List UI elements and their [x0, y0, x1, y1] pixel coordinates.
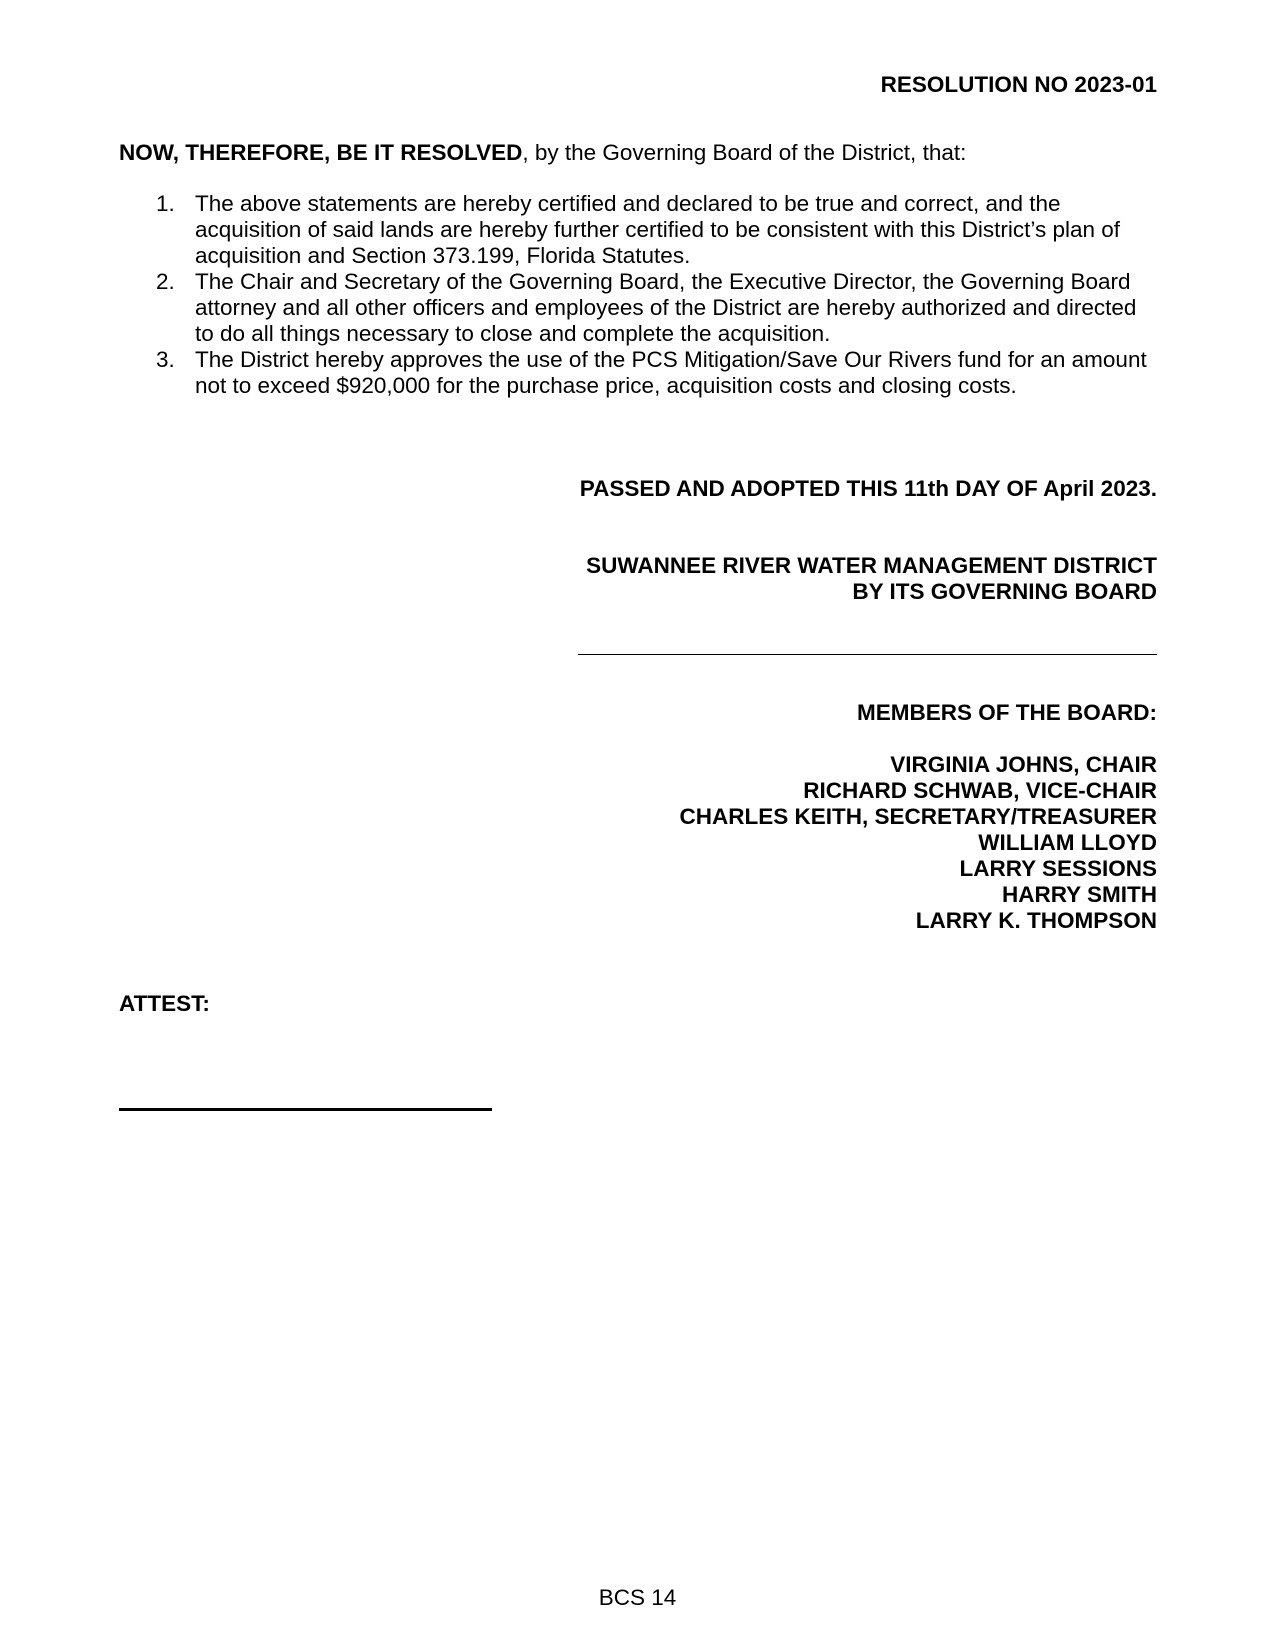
list-item-text: The Chair and Secretary of the Governing Board, the Executive Director, the Governing Board attorney and all other officers and employees of the District are hereby authorized and directed to do all things necessary to close and complete the acquisition. — [195, 269, 1137, 346]
members-heading: MEMBERS OF THE BOARD: — [857, 700, 1157, 725]
chair-signature-line — [578, 654, 1157, 655]
resolved-item-1 — [150, 191, 1160, 269]
page-footer: BCS 14 — [598, 1585, 677, 1610]
district-name-block — [586, 553, 1157, 605]
list-item-text: The above statements are hereby certified and declared to be true and correct, and the acquisition of said lands are hereby further certified to be consistent with this District’s plan of acquisition and Section 373.199, Florida Statutes. — [195, 191, 1121, 268]
board-member: VIRGINIA JOHNS, CHAIR — [890, 752, 1157, 777]
board-member: CHARLES KEITH, SECRETARY/TREASURER — [679, 804, 1157, 829]
board-member: RICHARD SCHWAB, VICE-CHAIR — [803, 778, 1157, 803]
list-item-number: 2. — [156, 269, 175, 294]
attest-signature-line — [119, 1108, 492, 1111]
passed-adopted-statement: PASSED AND ADOPTED THIS 11th DAY OF April 2023. — [579, 476, 1157, 501]
list-item-number: 1. — [156, 191, 175, 216]
board-members-list — [679, 752, 1157, 934]
board-member: HARRY SMITH — [1001, 882, 1157, 907]
list-item-text: The District hereby approves the use of the PCS Mitigation/Save Our Rivers fund for an amount not to exceed $920,000 for the purchase price, acquisition costs and closing costs. — [195, 347, 1147, 398]
resolution-number: RESOLUTION NO 2023-01 — [880, 72, 1157, 97]
list-item-number: 3. — [156, 347, 175, 372]
resolved-list — [150, 191, 1160, 399]
board-member: LARRY K. THOMPSON — [915, 908, 1157, 933]
resolved-item-2 — [150, 269, 1160, 347]
resolved-intro-bold: NOW, THEREFORE, BE IT RESOLVED — [119, 140, 523, 165]
district-name: SUWANNEE RIVER WATER MANAGEMENT DISTRICT — [586, 553, 1157, 578]
governing-board-line: BY ITS GOVERNING BOARD — [852, 579, 1157, 604]
board-member: WILLIAM LLOYD — [978, 830, 1157, 855]
resolved-intro-text: , by the Governing Board of the District, that: — [522, 140, 967, 165]
board-member: LARRY SESSIONS — [959, 856, 1157, 881]
resolved-intro — [119, 140, 1159, 166]
attest-label: ATTEST: — [119, 991, 210, 1016]
resolved-item-3 — [150, 347, 1160, 399]
